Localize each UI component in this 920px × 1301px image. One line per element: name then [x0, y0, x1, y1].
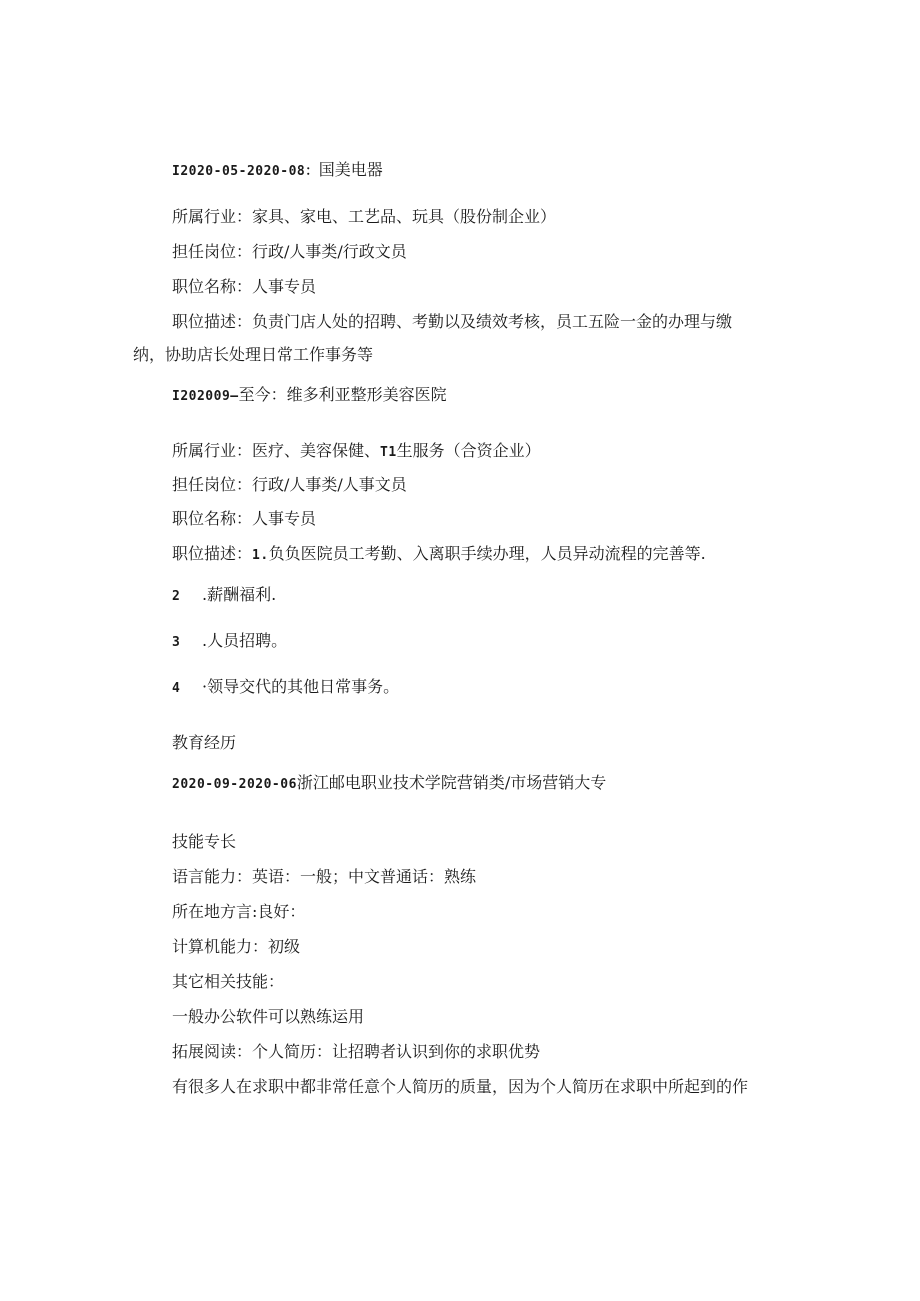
- job1-desc-line1: 职位描述：负责门店人处的招聘、考勤以及绩效考核，员工五险一金的办理与缴: [172, 312, 733, 331]
- education-detail: 浙江邮电职业技术学院营销类/市场营销大专: [296, 773, 607, 792]
- job1-title: 职位名称：人事专员: [172, 277, 317, 296]
- job1-header: [172, 160, 383, 182]
- job2-item-text: .薪酬福利.: [202, 585, 277, 604]
- job2-item-num: 3: [172, 635, 180, 650]
- skills-dialect: 所在地方言:良好：: [172, 902, 306, 921]
- job2-desc-text: 负负医院员工考勤、入离职手续办理，人员异动流程的完善等.: [268, 544, 706, 563]
- job2-item-num: 4: [172, 681, 180, 696]
- extended-reading: 拓展阅读：个人简历：让招聘者认识到你的求职优势: [172, 1042, 541, 1061]
- job2-item-3: [172, 631, 287, 653]
- education-heading: 教育经历: [172, 733, 237, 752]
- education-period: 2020-09-2020-06: [172, 777, 297, 792]
- job2-header: [172, 385, 447, 407]
- job2-industry-post: 生服务（合资企业）: [396, 441, 541, 460]
- job2-item-2: [172, 585, 276, 607]
- job2-item-num: 2: [172, 589, 180, 604]
- job2-desc-pre: 职位描述：: [172, 544, 253, 563]
- job2-industry-pre: 所属行业：医疗、美容保健、: [172, 441, 381, 460]
- job1-industry: 所属行业：家具、家电、工艺品、玩具（股份制企业）: [172, 207, 557, 226]
- job2-industry-code: T1: [380, 445, 397, 460]
- job2-industry: [172, 441, 541, 463]
- skills-heading: 技能专长: [172, 832, 237, 851]
- job2-period: I202009—: [172, 389, 239, 404]
- job2-company: 至今：维多利亚整形美容医院: [238, 385, 447, 404]
- job1-company: 国美电器: [318, 160, 383, 179]
- skills-computer: 计算机能力：初级: [172, 937, 301, 956]
- job2-item-text: .人员招聘。: [202, 631, 288, 650]
- job2-item-text: ·领导交代的其他日常事务。: [202, 677, 400, 696]
- job2-desc: [172, 544, 706, 566]
- education-entry: [172, 773, 606, 795]
- job1-desc-line2: 纳，协助店长处理日常工作事务等: [133, 345, 374, 364]
- skills-language: 语言能力：英语：一般；中文普通话：熟练: [172, 867, 477, 886]
- extended-paragraph: 有很多人在求职中都非常任意个人简历的质量，因为个人简历在求职中所起到的作: [172, 1077, 749, 1096]
- job2-position: 担任岗位：行政/人事类/人事文员: [172, 475, 407, 494]
- job1-period: I2020-05-2020-08：: [172, 164, 319, 179]
- job2-desc-num: 1.: [252, 548, 269, 563]
- job2-item-4: [172, 677, 399, 699]
- job1-position: 担任岗位：行政/人事类/行政文员: [172, 242, 407, 261]
- job2-title: 职位名称：人事专员: [172, 509, 317, 528]
- skills-office: 一般办公软件可以熟练运用: [172, 1007, 365, 1026]
- skills-other-heading: 其它相关技能：: [172, 972, 285, 991]
